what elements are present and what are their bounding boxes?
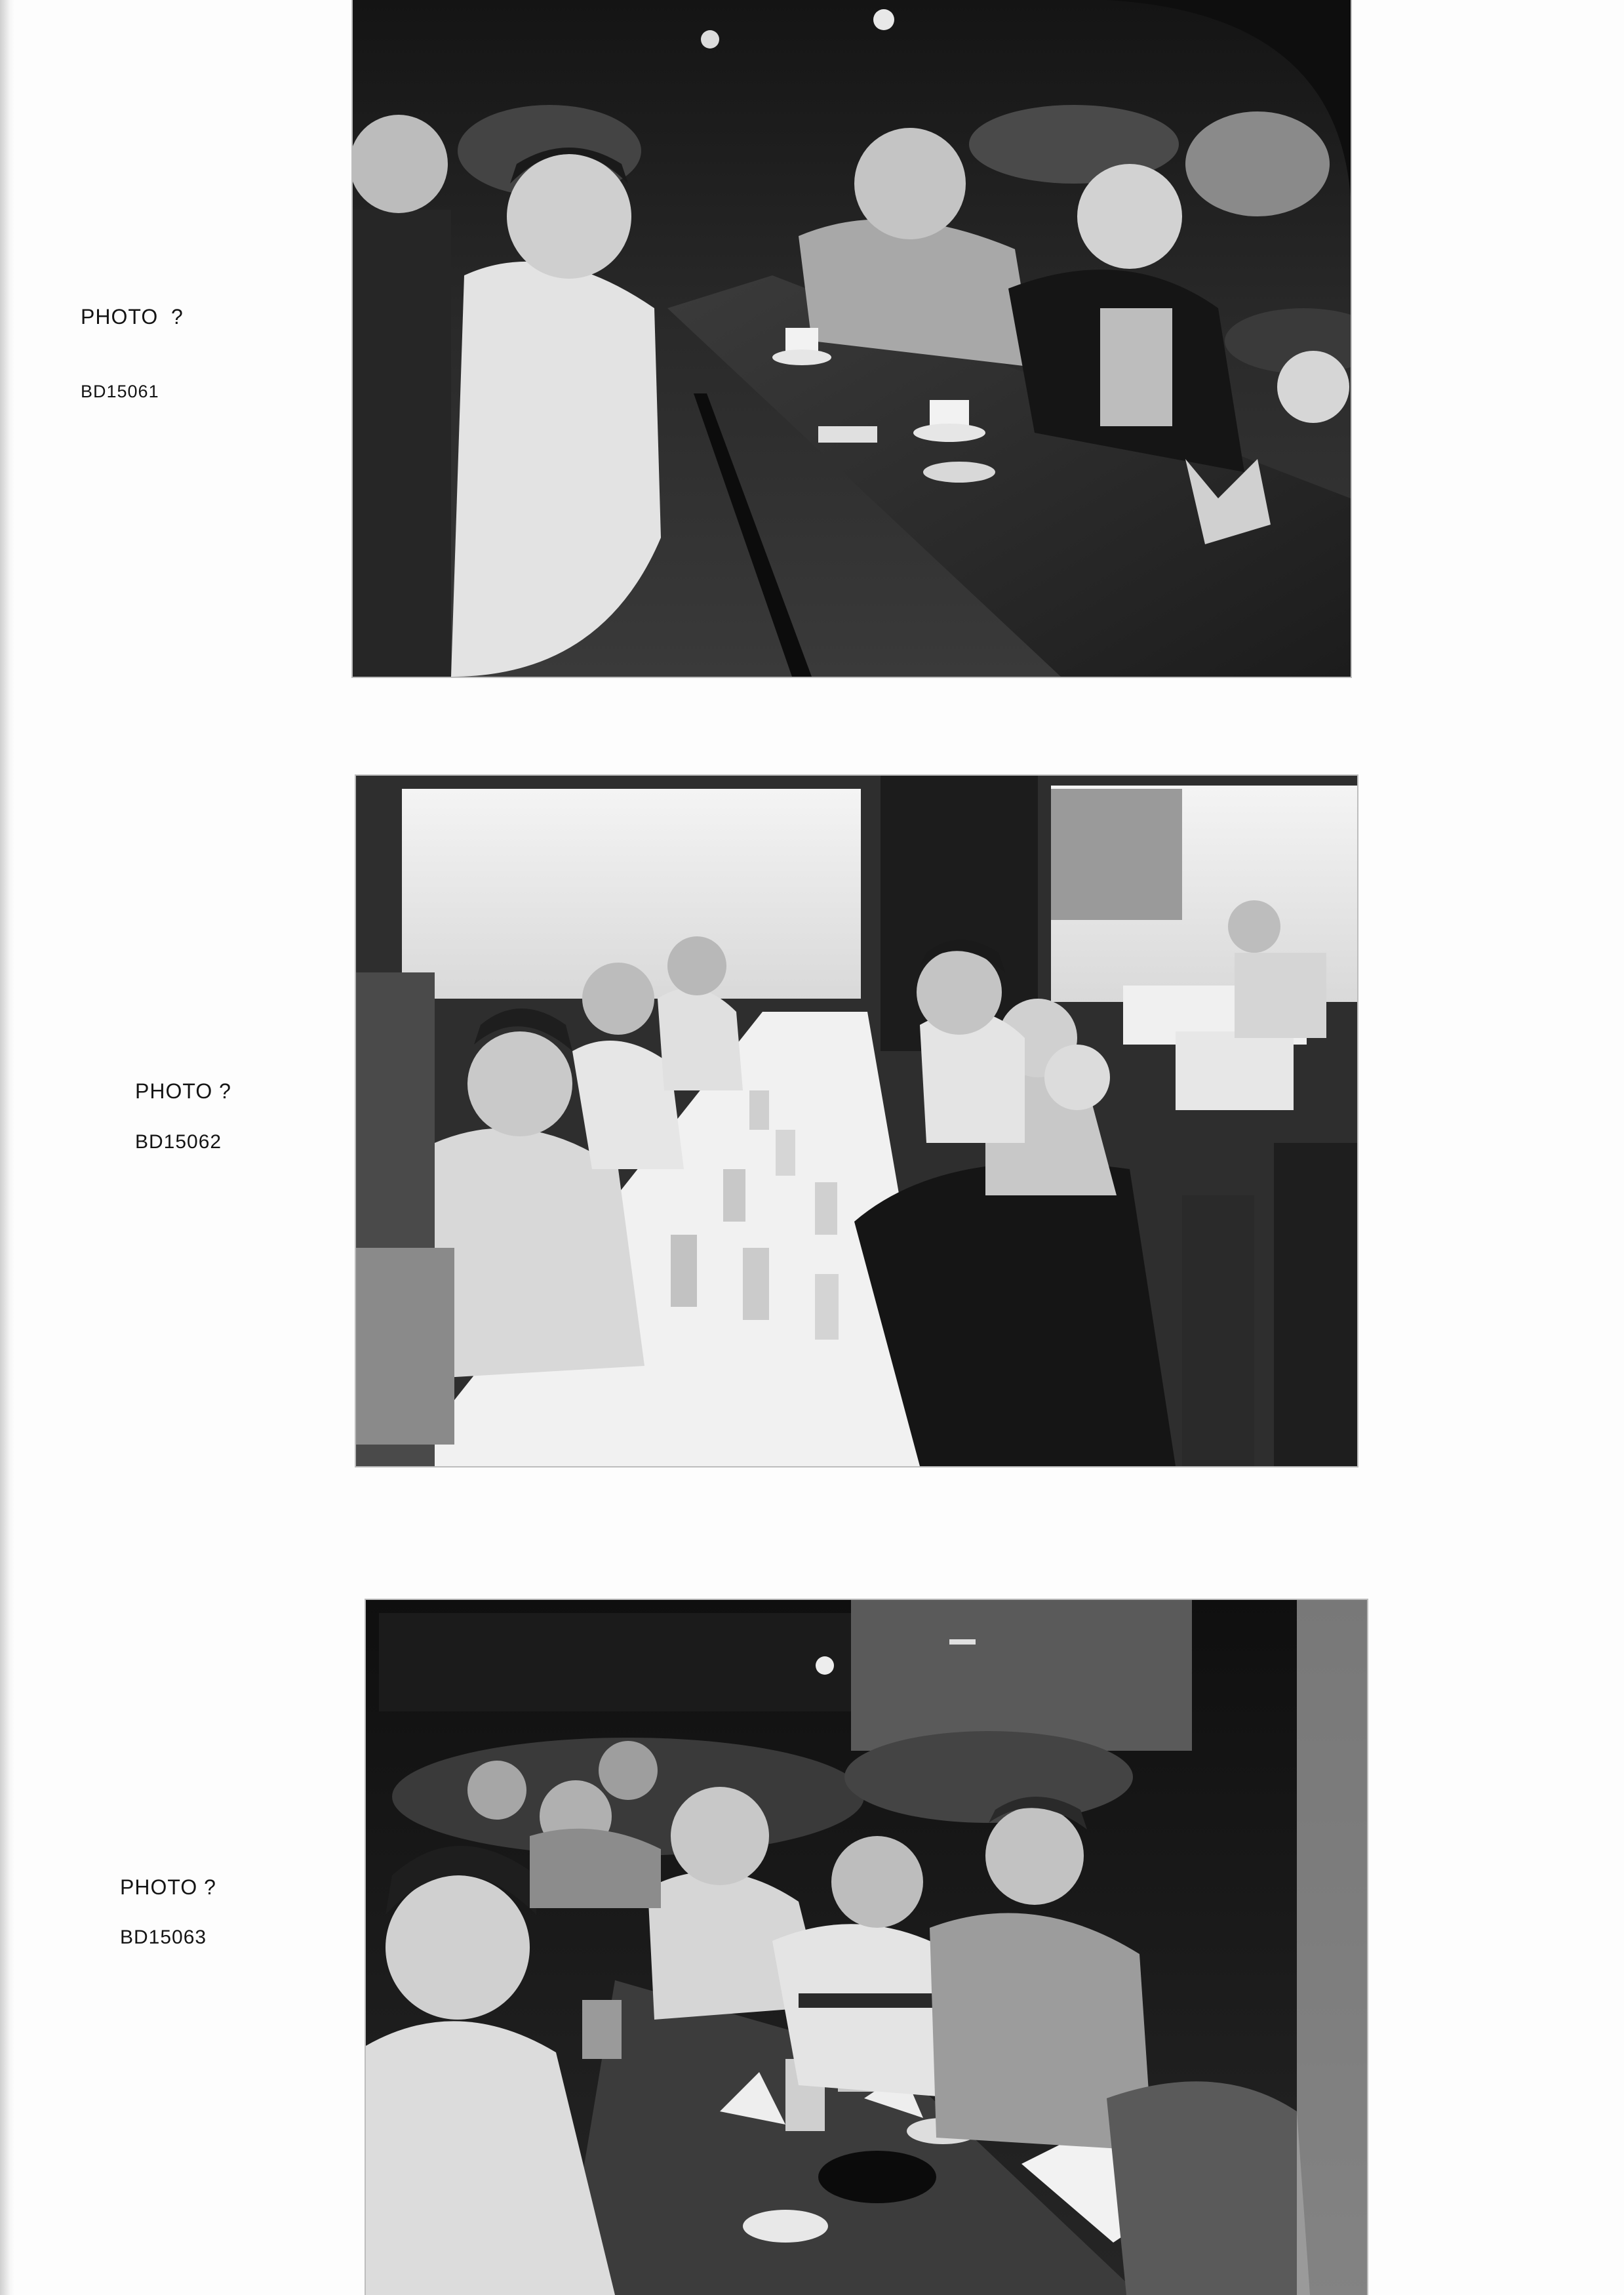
photo-3-code: BD15063 bbox=[120, 1926, 207, 1948]
photo-3-image bbox=[366, 1600, 1367, 2295]
photo-2-long-table-dinner bbox=[356, 776, 1357, 1466]
photo-1-image bbox=[353, 0, 1351, 677]
photo-1-code: BD15061 bbox=[81, 382, 159, 401]
photo-2-title: PHOTO ? bbox=[135, 1079, 231, 1103]
scan-edge-shadow bbox=[0, 0, 14, 2295]
photo-2-image bbox=[356, 776, 1357, 1466]
photo-1-group-at-table bbox=[353, 0, 1351, 677]
photo-2-code: BD15062 bbox=[135, 1131, 222, 1153]
photo-3-title: PHOTO ? bbox=[120, 1875, 216, 1899]
photo-1-title: PHOTO ? bbox=[81, 305, 184, 329]
photo-3-group-in-bar bbox=[366, 1600, 1367, 2295]
